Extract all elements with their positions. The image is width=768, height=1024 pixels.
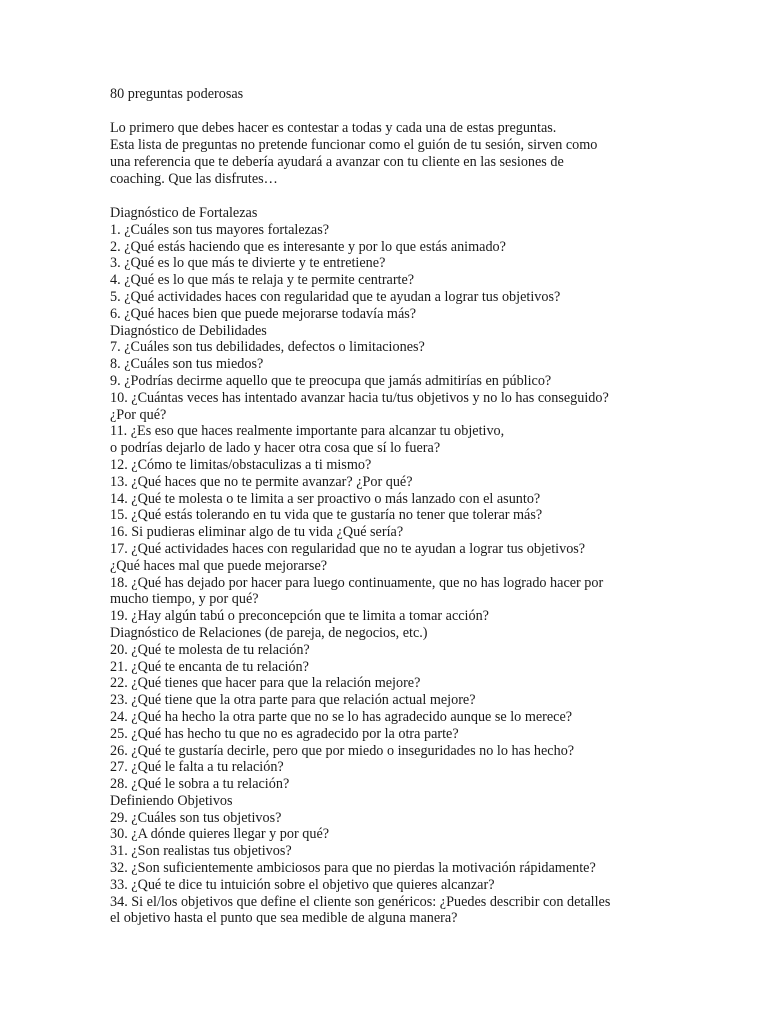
intro-line: Lo primero que debes hacer es contestar a todas y cada una de estas preguntas. [110,120,557,136]
question-line: 34. Si el/los objetivos que define el cliente son genéricos: ¿Puedes describir con detalles [110,893,611,910]
question-line: 4. ¿Qué es lo que más te relaja y te permite centrarte? [110,272,415,289]
question-list [110,205,670,927]
question-line: 18. ¿Qué has dejado por hacer para luego continuamente, que no has logrado hacer por [110,574,604,591]
question-line: 17. ¿Qué actividades haces con regularidad que no te ayudan a lograr tus objetivos? [110,540,586,557]
intro-line: Esta lista de preguntas no pretende funcionar como el guión de tu sesión, sirven como [110,137,598,153]
question-line: 24. ¿Qué ha hecho la otra parte que no se lo has agradecido aunque se lo merece? [110,708,573,725]
question-line: 9. ¿Podrías decirme aquello que te preocupa que jamás admitirías en público? [110,372,552,389]
question-line: 5. ¿Qué actividades haces con regularidad que te ayudan a lograr tus objetivos? [110,288,561,305]
question-line: ¿Por qué? [110,406,167,423]
question-line: 8. ¿Cuáles son tus miedos? [110,356,264,373]
section-heading: Diagnóstico de Debilidades [110,322,267,339]
question-line: 31. ¿Son realistas tus objetivos? [110,843,292,860]
question-line: 6. ¿Qué haces bien que puede mejorarse todavía más? [110,305,417,322]
question-line: 25. ¿Qué has hecho tu que no es agradecido por la otra parte? [110,725,459,742]
section-heading: Definiendo Objetivos [110,792,233,809]
question-line: 13. ¿Qué haces que no te permite avanzar? ¿Por qué? [110,473,413,490]
document-title: 80 preguntas poderosas [110,86,244,102]
question-line: 3. ¿Qué es lo que más te divierte y te entretiene? [110,255,386,272]
question-line: 29. ¿Cuáles son tus objetivos? [110,809,282,826]
question-line: 28. ¿Qué le sobra a tu relación? [110,776,290,793]
question-line: 26. ¿Qué te gustaría decirle, pero que por miedo o inseguridades no lo has hecho? [110,742,575,759]
question-line: 11. ¿Es eso que haces realmente importante para alcanzar tu objetivo, [110,423,505,440]
question-line: 15. ¿Qué estás tolerando en tu vida que te gustaría no tener que tolerar más? [110,507,543,524]
question-line: el objetivo hasta el punto que sea medible de alguna manera? [110,910,458,927]
question-line: ¿Qué haces mal que puede mejorarse? [110,557,328,574]
question-line: 23. ¿Qué tiene que la otra parte para que relación actual mejore? [110,692,476,709]
question-line: 22. ¿Qué tienes que hacer para que la relación mejore? [110,675,421,692]
question-line: 16. Si pudieras eliminar algo de tu vida ¿Qué sería? [110,524,404,541]
question-line: 10. ¿Cuántas veces has intentado avanzar hacia tu/tus objetivos y no lo has conseguido? [110,389,609,406]
question-line: 19. ¿Hay algún tabú o preconcepción que te limita a tomar acción? [110,608,489,625]
question-line: 27. ¿Qué le falta a tu relación? [110,759,284,776]
intro-paragraph [110,120,670,188]
intro-line: una referencia que te debería ayudará a avanzar con tu cliente en las sesiones de [110,154,564,170]
question-line: 21. ¿Qué te encanta de tu relación? [110,658,309,675]
intro-line: coaching. Que las disfrutes… [110,171,278,187]
question-line: 32. ¿Son suficientemente ambiciosos para que no pierdas la motivación rápidamente? [110,860,596,877]
question-line: 1. ¿Cuáles son tus mayores fortalezas? [110,221,330,238]
question-line: 30. ¿A dónde quieres llegar y por qué? [110,826,330,843]
question-line: 33. ¿Qué te dice tu intuición sobre el objetivo que quieres alcanzar? [110,876,495,893]
question-line: 7. ¿Cuáles son tus debilidades, defectos o limitaciones? [110,339,425,356]
question-line: mucho tiempo, y por qué? [110,591,259,608]
section-heading: Diagnóstico de Fortalezas [110,205,258,221]
section-heading: Diagnóstico de Relaciones (de pareja, de negocios, etc.) [110,624,428,641]
question-line: 20. ¿Qué te molesta de tu relación? [110,641,310,658]
question-line: 2. ¿Qué estás haciendo que es interesante y por lo que estás animado? [110,238,506,255]
question-line: 12. ¿Cómo te limitas/obstaculizas a ti mismo? [110,456,372,473]
question-line: 14. ¿Qué te molesta o te limita a ser proactivo o más lanzado con el asunto? [110,490,541,507]
question-line: o podrías dejarlo de lado y hacer otra cosa que sí lo fuera? [110,440,441,457]
